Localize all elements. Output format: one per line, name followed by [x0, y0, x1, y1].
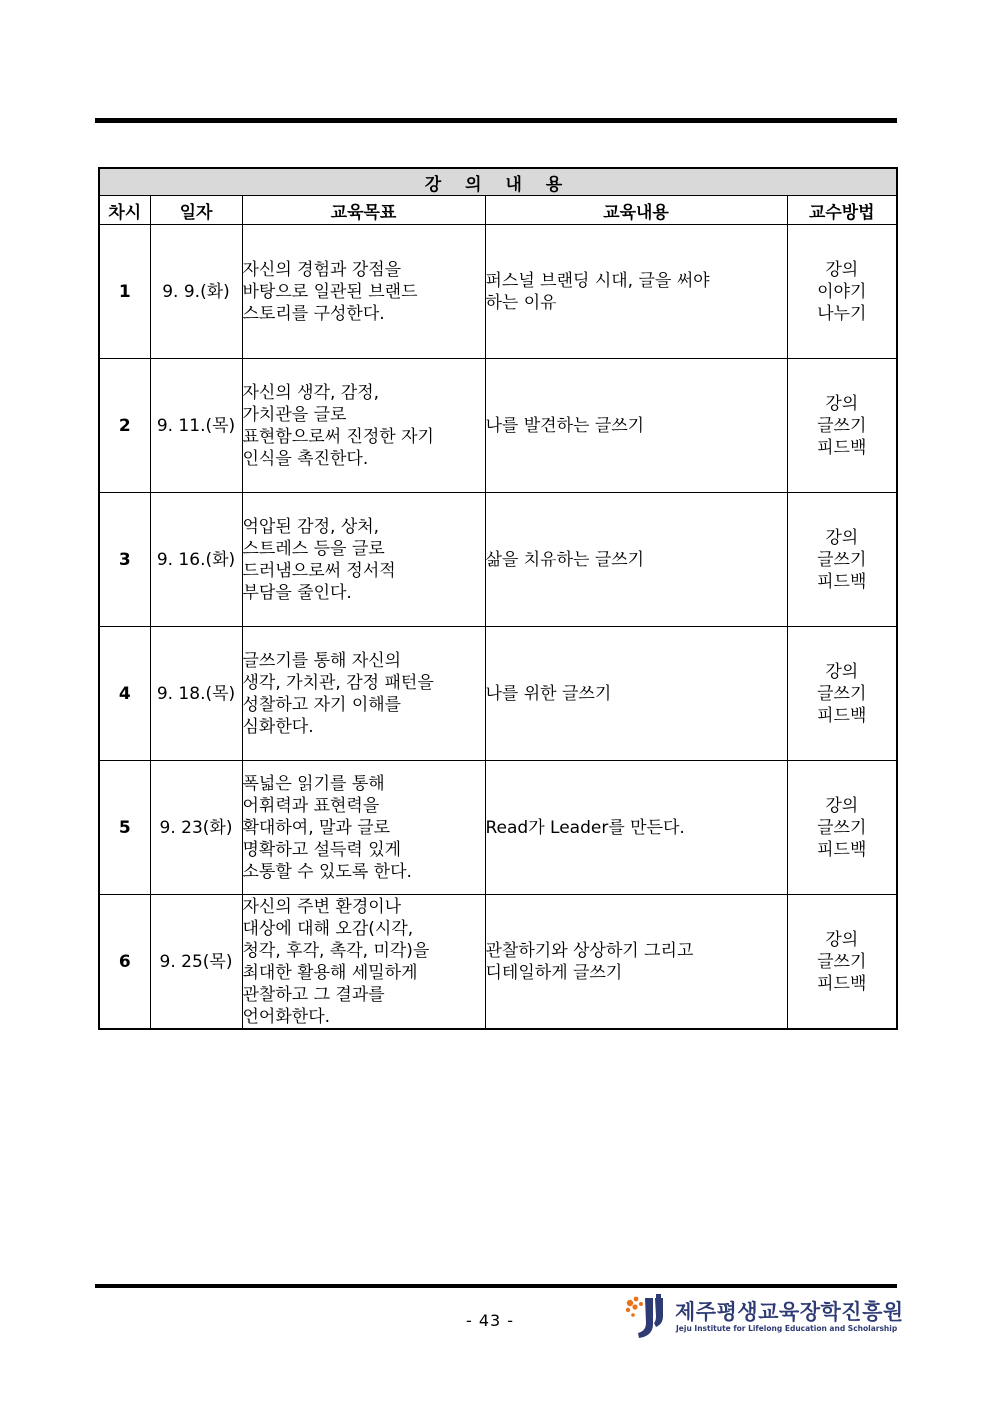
session-goal: 자신의 주변 환경이나 대상에 대해 오감(시각, 청각, 후각, 촉각, 미각)을 최대한 활용해 세밀하게 관찰하고 그 결과를 언어화한다.	[242, 895, 485, 1030]
session-number: 2	[99, 359, 150, 493]
lecture-table	[98, 167, 898, 1030]
session-content: 나를 발견하는 글쓰기	[485, 359, 787, 493]
table-title: 강 의 내 용	[99, 168, 897, 196]
header-session: 차시	[99, 196, 150, 225]
session-content: 나를 위한 글쓰기	[485, 627, 787, 761]
page-number: - 43 -	[466, 1311, 515, 1330]
session-method: 강의 글쓰기 피드백	[787, 627, 897, 761]
session-date: 9. 18.(목)	[150, 627, 242, 761]
session-date: 9. 23(화)	[150, 761, 242, 895]
session-method: 강의 글쓰기 피드백	[787, 359, 897, 493]
table-row	[99, 895, 897, 1030]
institute-name: 제주평생교육장학진흥원	[675, 1300, 904, 1324]
session-number: 3	[99, 493, 150, 627]
session-method: 강의 글쓰기 피드백	[787, 493, 897, 627]
table-row	[99, 225, 897, 359]
header-method: 교수방법	[787, 196, 897, 225]
header-date: 일자	[150, 196, 242, 225]
session-goal: 글쓰기를 통해 자신의 생각, 가치관, 감정 패턴을 성찰하고 자기 이해를 심화한다.	[242, 627, 485, 761]
session-date: 9. 16.(화)	[150, 493, 242, 627]
session-content: Read가 Leader를 만든다.	[485, 761, 787, 895]
session-number: 6	[99, 895, 150, 1030]
session-number: 5	[99, 761, 150, 895]
session-date: 9. 11.(목)	[150, 359, 242, 493]
top-rule	[95, 118, 897, 123]
session-goal: 폭넓은 읽기를 통해 어휘력과 표현력을 확대하여, 말과 글로 명확하고 설득력 있게 소통할 수 있도록 한다.	[242, 761, 485, 895]
session-date: 9. 9.(화)	[150, 225, 242, 359]
session-date: 9. 25(목)	[150, 895, 242, 1030]
header-content: 교육내용	[485, 196, 787, 225]
table-row	[99, 761, 897, 895]
bottom-rule	[95, 1284, 897, 1288]
session-number: 1	[99, 225, 150, 359]
table-row	[99, 359, 897, 493]
session-method: 강의 글쓰기 피드백	[787, 761, 897, 895]
session-method: 강의 글쓰기 피드백	[787, 895, 897, 1030]
table-row	[99, 493, 897, 627]
session-content: 관찰하기와 상상하기 그리고 디테일하게 글쓰기	[485, 895, 787, 1030]
session-content: 퍼스널 브랜딩 시대, 글을 써야 하는 이유	[485, 225, 787, 359]
institute-english-name: Jeju Institute for Lifelong Education and Scholarship	[676, 1324, 898, 1333]
institute-logo	[623, 1291, 904, 1341]
session-method: 강의 이야기 나누기	[787, 225, 897, 359]
session-goal: 억압된 감정, 상처, 스트레스 등을 글로 드러냄으로써 정서적 부담을 줄인다.	[242, 493, 485, 627]
table-row	[99, 627, 897, 761]
institute-logo-icon	[623, 1294, 667, 1340]
session-content: 삶을 치유하는 글쓰기	[485, 493, 787, 627]
session-goal: 자신의 생각, 감정, 가치관을 글로 표현함으로써 진정한 자기 인식을 촉진한다.	[242, 359, 485, 493]
session-number: 4	[99, 627, 150, 761]
header-goal: 교육목표	[242, 196, 485, 225]
session-goal: 자신의 경험과 강점을 바탕으로 일관된 브랜드 스토리를 구성한다.	[242, 225, 485, 359]
